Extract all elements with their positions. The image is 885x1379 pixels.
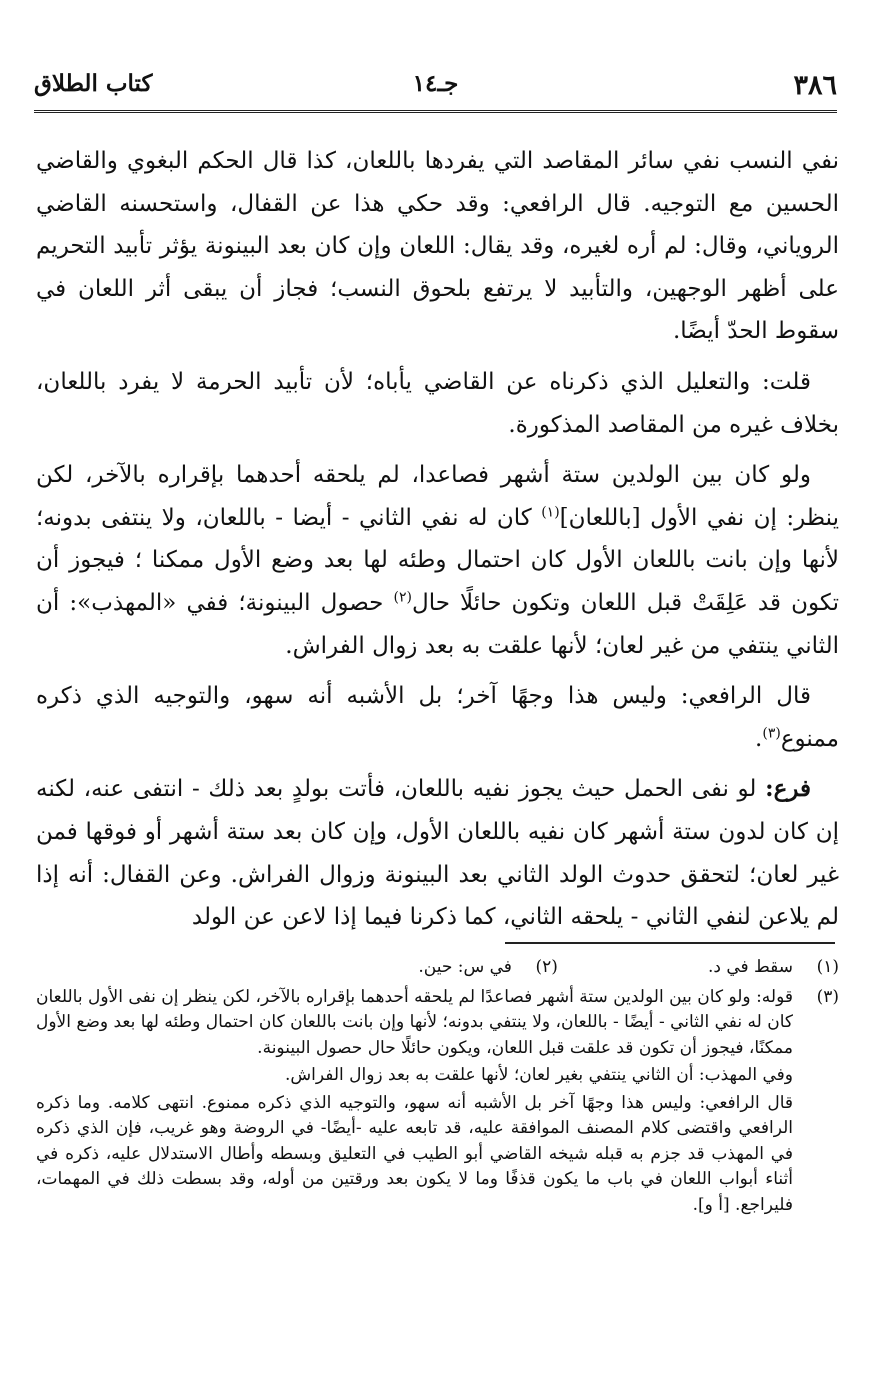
footnote-2-mark: (٢) [535, 957, 558, 977]
footnote-2 [418, 955, 558, 981]
footnote-3 [36, 985, 839, 1221]
paragraph-5 [36, 768, 839, 938]
paragraph-5-text: لو نفى الحمل حيث يجوز نفيه باللعان، فأتت بولدٍ بعد ذلك - انتفى عنه، لكنه إن كان لدون ستة أشهر كان نفيه باللعان الأول، وإن كان بعد ستة أشهر أو فوقها فمن غير لعان؛ لتحقق حدوث الولد الثاني بعد البينونة وزوال الفراش. وعن القفال: أنه إذا لم يلاعن لنفي الثاني - يلحقه الثاني، كما ذكرنا فيما إذا لاعن عن الولد [36, 776, 839, 931]
volume-label: جـ١٤ [412, 70, 459, 97]
running-header [34, 62, 837, 102]
footnote-3-body [36, 985, 793, 1221]
footnote-3-mark: (٣) [816, 986, 839, 1007]
paragraph-3-part-b: كان له نفي الثاني - أيضا - باللعان، ولا ينتفى بدونه؛ لأنها وإن بانت باللعان الأول كان احتمال وطئه لها بعد وضع الأول ممكنا ؛ فيجوز أن تكون قد عَلِقَتْ قبل اللعان وتكون حائلًا حال [36, 504, 840, 616]
book-title: كتاب الطلاق [34, 70, 153, 97]
footnote-2-text: في س: حين. [418, 957, 512, 977]
footnote-1-text: سقط في د. [707, 957, 793, 977]
footnote-3-para-2: وفي المهذب: أن الثاني ينتفي بغير لعان؛ لأنها علقت به بعد زوال الفراش. [284, 1065, 793, 1085]
footnote-1 [708, 955, 839, 981]
footnote-1-mark: (١) [816, 957, 839, 977]
footnote-ref-1: (١) [541, 504, 560, 521]
paragraph-3 [36, 454, 839, 667]
paragraph-4-text: قال الرافعي: وليس هذا وجهًا آخر؛ بل الأشبه أنه سهو، والتوجيه الذي ذكره ممنوع [36, 683, 839, 752]
paragraph-4 [36, 675, 839, 760]
paragraph-3-part-a: ولو كان بين الولدين ستة أشهر فصاعدا، لم يلحقه أحدهما بإقراره بالآخر، لكن ينظر: إن نفي الأول [باللعان] [36, 462, 839, 531]
footnote-ref-3: (٣) [762, 725, 781, 742]
paragraph-4-end: . [755, 725, 763, 752]
branch-marker: فرع: [765, 775, 811, 803]
footnote-3-para-1: قوله: ولو كان بين الولدين ستة أشهر فصاعدًا لم يلحقه أحدهما بإقراره بالآخر، لكن ينظر إن نفى الأول باللعان كان له نفي الثاني - أيضًا - باللعان، ولا ينتفي بدونه؛ لأنها وإن بانت باللعان كان احتمال وطئه لها بعد وضع الأول ممكنًا، فيجوز أن تكون قد علقت قبل اللعان، ويكون حائلًا حال حصول البينونة. [36, 986, 793, 1058]
footnotes [36, 955, 839, 1220]
footnote-ref-2: (٢) [393, 589, 412, 606]
paragraph-3-part-c: حصول البينونة؛ ففي «المهذب»: أن الثاني ينتفي من غير لعان؛ لأنها علقت به بعد زوال الفراش. [36, 589, 839, 659]
paragraph-1: نفي النسب نفي سائر المقاصد التي يفردها باللعان، كذا قال الحكم البغوي والقاضي الحسين مع التوجيه. قال الرافعي: وقد حكي هذا عن القفال، واستحسنه القاضي الروياني، وقال: لم أره لغيره، وقد يقال: اللعان وإن كان بعد البينونة يؤثر تأبيد التحريم على أظهر الوجهين، والتأبيد لا يرتفع بلحوق النسب؛ فجاز أن يبقى أثر اللعان في سقوط الحدّ أيضًا. [36, 148, 839, 345]
page-number: ٣٨٦ [793, 70, 837, 101]
header-rule [34, 110, 837, 113]
footnote-3-para-3: قال الرافعي: وليس هذا وجهًا آخر بل الأشبه أنه سهو، والتوجيه الذي ذكره ممنوع. انتهى كلامه. وما ذكره الرافعي واقتضى كلام المصنف الموافقة عليه، قد تابعه عليه -أيضًا- في الروضة وهو غريب، فإن الذي ذكره في المهذب قد جزم به قبله شيخه القاضي أبو الطيب في التعليق وبسطه وأطال الاستدلال عليه، ذكره في أثناء أبواب اللعان في باب ما يكون قذفًا وما لا يكون بعد ورقتين من أوله، وقد بسطت ذلك في المهمات، فليراجع. [أ و]. [36, 1092, 793, 1215]
main-text [36, 140, 839, 941]
footnote-separator [505, 942, 835, 944]
footnotes-1-2 [36, 955, 839, 981]
paragraph-2: قلت: والتعليل الذي ذكرناه عن القاضي يأباه؛ لأن تأبيد الحرمة لا يفرد باللعان، بخلاف غيره من المقاصد المذكورة. [36, 368, 839, 438]
